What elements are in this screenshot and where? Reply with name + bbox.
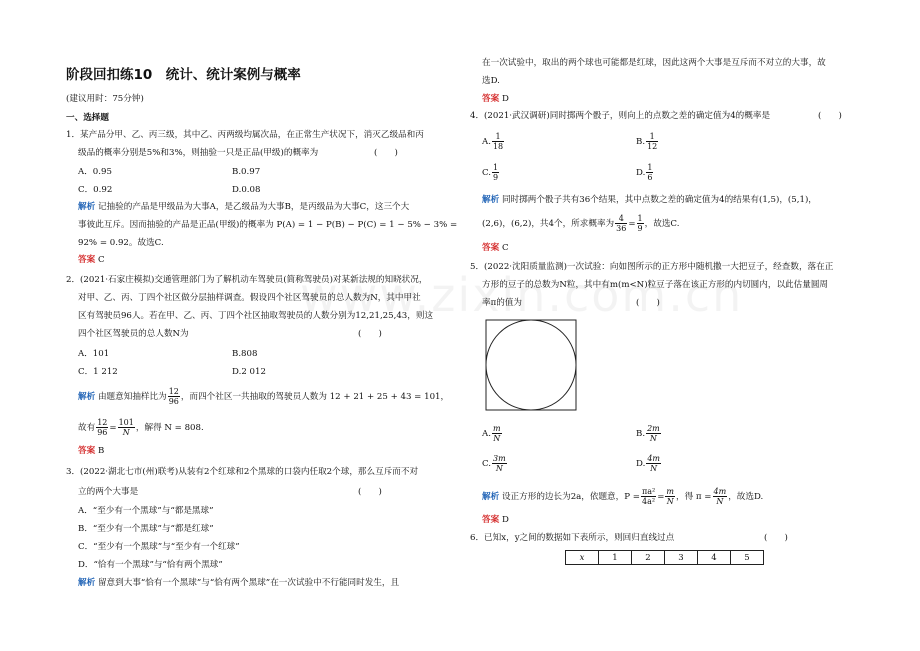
fraction-numerator: 3m — [493, 454, 506, 463]
answer-label: 答案 — [482, 515, 500, 525]
q2-option-d: D.2 012 — [232, 367, 266, 377]
page-title: 阶段回扣练10 统计、统计案例与概率 — [66, 67, 301, 83]
q4-answer — [482, 243, 509, 254]
answer-label: 答案 — [78, 446, 96, 456]
fraction — [168, 387, 180, 406]
fraction — [646, 454, 661, 473]
q2-text-line4: 四个社区驾驶员的总人数N为 — [78, 329, 189, 339]
q4-answer-value: C — [501, 243, 509, 253]
q3-solution-cont-line2: 选D. — [482, 76, 500, 86]
fraction — [492, 132, 504, 151]
fraction-denominator: N — [649, 434, 657, 443]
q2-option-c: C．1 212 — [78, 367, 118, 377]
q3-text-line2: 立的两个大事是 — [78, 487, 139, 497]
option-letter: A. — [482, 429, 491, 439]
inscribed-circle-shape — [486, 320, 576, 410]
q4-solution-text: 同时掷两个骰子共有36个结果，其中点数之差的确定值为4的结果有(1,5)，(5,1)， — [501, 195, 817, 205]
q3-option-b: B．“至少有一个黑球”与“都是红球” — [78, 524, 214, 534]
option-letter: C. — [482, 168, 492, 178]
fraction — [646, 424, 661, 443]
fraction-denominator: 9 — [637, 224, 643, 233]
square-with-inscribed-circle-figure — [485, 319, 577, 411]
fraction-numerator: 1 — [637, 214, 643, 223]
q2-text-line2: 对甲、乙、丙、丁四个社区做分层抽样调查。假设四个社区驾驶员的总人数为N，其中甲社 — [78, 293, 421, 303]
q5-paren: ( ) — [636, 298, 660, 308]
q3-text-line1: 3．(2022·湖北七市(州)联考)从装有2个红球和2个黑球的口袋内任取2个球，那么互斥而不对 — [66, 467, 419, 477]
fraction-numerator: 1 — [647, 163, 653, 172]
fraction-denominator: 96 — [97, 428, 108, 437]
fraction-numerator: 1 — [646, 132, 658, 142]
q5-solution-text-cont: ，得 π = — [676, 492, 712, 502]
fraction — [637, 214, 644, 233]
q5-option-c — [482, 453, 508, 475]
q1-option-a: A．0.95 — [78, 167, 112, 177]
q3-solution-line1 — [78, 578, 399, 589]
table-cell: 5 — [731, 551, 764, 565]
q5-option-b — [636, 423, 662, 445]
fraction — [646, 132, 658, 151]
q2-answer — [78, 446, 104, 457]
solution-label: 解析 — [78, 202, 96, 212]
q5-option-d — [636, 453, 662, 475]
option-letter: B. — [636, 137, 646, 147]
fraction — [615, 214, 627, 233]
q1-option-b: B.0.97 — [232, 167, 261, 177]
fraction-numerator: m — [666, 487, 674, 496]
q4-solution-text: (2,6)，(6,2)，共4个，所求概率为 — [482, 219, 615, 229]
q3-solution-cont-line1: 在一次试验中，取出的两个球也可能都是红球，因此这两个大事是互斥而不对立的大事，故 — [482, 58, 826, 68]
fraction-denominator: N — [493, 434, 501, 443]
q2-answer-value: B — [97, 446, 105, 456]
q4-option-a — [482, 131, 505, 153]
fraction — [492, 454, 507, 473]
fraction-denominator: 96 — [168, 397, 179, 406]
q4-text-line1: 4．(2021·武汉调研)同时掷两个骰子，则向上的点数之差的确定值为4的概率是 — [470, 111, 771, 121]
fraction-numerator: 4 — [615, 214, 627, 224]
fraction-numerator: 101 — [118, 418, 134, 427]
fraction — [646, 163, 653, 182]
q6-paren: ( ) — [764, 533, 788, 543]
fraction-denominator: N — [650, 464, 658, 473]
q2-solution-text-cont: ，解得 N = 808. — [135, 423, 204, 433]
q4-option-c — [482, 162, 500, 184]
solution-label: 解析 — [482, 195, 500, 205]
fraction-numerator: m — [492, 424, 501, 433]
q3-option-d: D．“恰有一个黑球”与“恰有两个黑球” — [78, 560, 223, 570]
equals-sign: = — [109, 423, 117, 433]
fraction-denominator: 4a² — [642, 497, 656, 506]
time-hint: (建议用时：75分钟) — [66, 94, 144, 104]
q6-text-line1: 6．已知x，y之间的数据如下表所示，则回归直线过点 — [470, 533, 675, 543]
q1-paren: ( ) — [374, 148, 398, 158]
q1-text-line2: 级品的概率分别是5%和3%，则抽验一只是正品(甲级)的概率为 — [78, 148, 319, 158]
q3-paren: ( ) — [358, 487, 382, 497]
q2-option-a: A．101 — [78, 349, 110, 359]
q1-option-c: C．0.92 — [78, 185, 113, 195]
solution-label: 解析 — [482, 492, 500, 502]
q5-text-line3: 率π的值为 — [482, 298, 523, 308]
q5-text-line2: 方形的豆子的总数为N粒，其中有m(m<N)粒豆子落在该正方形的内切圆内，以此估量圆周 — [482, 280, 829, 290]
q5-solution-text-end: ，故选D. — [728, 492, 764, 502]
q1-text-line1: 1．某产品分甲、乙、丙三级，其中乙、丙两级均属次品，在正常生产状况下，消灭乙级品和丙 — [66, 130, 424, 140]
option-letter: A. — [482, 137, 491, 147]
q1-solution-line1 — [78, 202, 409, 213]
table-row — [566, 551, 764, 565]
table-cell: 3 — [665, 551, 698, 565]
q1-solution-line2: 事彼此互斥。因而抽验的产品是正品(甲级)的概率为 P(A) = 1 − P(B) − P(C) = 1 − 5% − 3% = — [78, 220, 458, 230]
fraction-denominator: N — [122, 428, 130, 437]
q2-solution-line2 — [78, 417, 204, 439]
table-cell: 2 — [632, 551, 665, 565]
fraction-numerator: 12 — [168, 387, 179, 396]
fraction — [118, 418, 135, 437]
q2-solution-text-cont: ，而四个社区一共抽取的驾驶员人数为 12 + 21 + 25 + 43 = 101， — [180, 392, 450, 402]
q2-paren: ( ) — [358, 329, 382, 339]
fraction — [492, 424, 502, 443]
fraction-numerator: 1 — [493, 163, 499, 172]
option-letter: D. — [636, 459, 646, 469]
q5-text-line1: 5．(2022·沈阳质量监测)一次试验：向如图所示的正方形中随机撒一大把豆子，经查数，落在正 — [470, 262, 834, 272]
q2-text-line1: 2．(2021·石家庄模拟)交通管理部门为了解机动车驾驶员(简称驾驶员)对某新法规的知晓状况， — [66, 275, 428, 285]
option-letter: D. — [636, 168, 646, 178]
fraction-numerator: πa² — [641, 487, 656, 496]
answer-label: 答案 — [482, 243, 500, 253]
q2-solution-text: 由题意知抽样比为 — [97, 392, 167, 402]
table-cell: 4 — [698, 551, 731, 565]
fraction-denominator: N — [666, 497, 674, 506]
answer-label: 答案 — [482, 94, 500, 104]
q5-answer-value: D — [501, 515, 509, 525]
fraction-denominator: 12 — [647, 142, 658, 151]
fraction-denominator: 18 — [492, 142, 504, 151]
fraction-denominator: N — [495, 464, 503, 473]
q1-answer — [78, 255, 105, 266]
fraction — [713, 487, 728, 506]
equals-sign: = — [628, 219, 636, 229]
fraction-denominator: 6 — [647, 173, 653, 182]
fraction-denominator: 36 — [616, 224, 627, 233]
q2-option-b: B.808 — [232, 349, 258, 359]
fraction-numerator: 1 — [492, 132, 504, 142]
table-cell: 1 — [599, 551, 632, 565]
answer-label: 答案 — [78, 255, 96, 265]
q3-solution-text: 留意到大事“恰有一个黑球”与“恰有两个黑球”在一次试验中不行能同时发生，且 — [97, 578, 400, 588]
xy-data-table — [565, 550, 764, 565]
fraction — [665, 487, 675, 506]
table-header-cell: x — [566, 551, 599, 565]
fraction-denominator: 9 — [493, 173, 499, 182]
section-heading: 一、选择题 — [66, 113, 109, 123]
equals-sign: = — [657, 492, 665, 502]
q1-option-d: D.0.08 — [232, 185, 261, 195]
fraction — [641, 487, 656, 506]
fraction — [96, 418, 108, 437]
fraction-denominator: N — [716, 497, 724, 506]
q2-solution-line1 — [78, 386, 449, 408]
solution-label: 解析 — [78, 392, 96, 402]
q1-solution-text: 记抽验的产品是甲级品为大事A，是乙级品为大事B，是丙级品为大事C，这三个大 — [97, 202, 410, 212]
q3-answer-value: D — [501, 94, 509, 104]
fraction — [492, 163, 499, 182]
q1-answer-value: C — [97, 255, 105, 265]
q4-solution-text-cont: ，故选C. — [644, 219, 680, 229]
fraction-numerator: 2m — [647, 424, 660, 433]
q4-option-d — [636, 162, 654, 184]
fraction-numerator: 4m — [713, 487, 727, 496]
q5-solution-text: 设正方形的边长为2a，依题意，P = — [501, 492, 640, 502]
option-letter: B. — [636, 429, 646, 439]
q3-answer — [482, 94, 509, 105]
q2-solution-text: 故有 — [78, 423, 96, 433]
q2-text-line3: 区有驾驶员96人。若在甲、乙、丙、丁四个社区抽取驾驶员的人数分别为12,21,25,43，则这 — [78, 311, 434, 321]
q4-solution-line1 — [482, 195, 817, 206]
fraction-numerator: 12 — [97, 418, 108, 427]
q1-solution-line3: 92% = 0.92。故选C. — [78, 238, 164, 248]
solution-label: 解析 — [78, 578, 96, 588]
fraction-numerator: 4m — [647, 454, 661, 463]
q3-option-a: A．“至少有一个黑球”与“都是黑球” — [78, 506, 214, 516]
q4-option-b — [636, 131, 659, 153]
option-letter: C. — [482, 459, 492, 469]
q5-answer — [482, 515, 509, 526]
q5-option-a — [482, 423, 503, 445]
q3-option-c: C．“至少有一个黑球”与“至少有一个红球” — [78, 542, 240, 552]
q4-paren: ( ) — [818, 111, 842, 121]
q4-solution-line2 — [482, 213, 679, 235]
q5-solution-line — [482, 486, 763, 508]
